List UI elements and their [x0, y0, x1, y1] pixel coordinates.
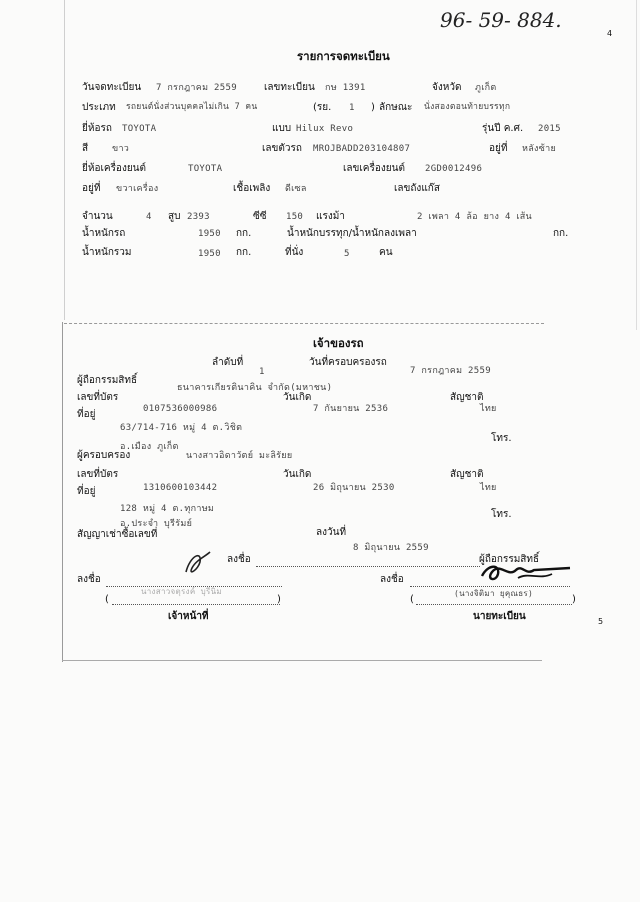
- registrar-signature: [478, 560, 574, 586]
- count-label: จำนวน: [82, 211, 113, 222]
- engine-at-label: อยู่ที่: [82, 183, 101, 194]
- holder-nation-label: สัญชาติ: [450, 392, 484, 403]
- holder-id-label: เลขที่บัตร: [77, 392, 119, 403]
- holder-signature: [176, 548, 224, 580]
- hp-label: แรงม้า: [316, 211, 345, 222]
- model-value: Hilux Revo: [296, 124, 354, 134]
- occupant-id-label: เลขที่บัตร: [77, 469, 119, 480]
- occupant-address-line2: อ.ประจำ บุรีรัมย์: [120, 519, 193, 529]
- cc-label: ซีซี: [253, 211, 267, 222]
- rs-close: ): [371, 102, 375, 113]
- occupant-name: นางสาวอิดาวัตย์ มะลิรัยย: [186, 451, 293, 461]
- page-number-top: 4: [607, 29, 613, 38]
- style-value: นั่งสองตอนท้ายบรรทุก: [424, 102, 511, 112]
- rs-value: 1: [349, 103, 355, 113]
- order-label: ลำดับที่: [212, 357, 244, 368]
- rs-label: (รย.: [313, 102, 332, 113]
- axles-value: 2 เพลา 4 ล้อ ยาง 4 เส้น: [417, 212, 533, 222]
- holder-sign-title: ผู้ถือกรรมสิทธิ์: [479, 554, 540, 565]
- type-label: ประเภท: [82, 102, 116, 113]
- color-label: สี: [82, 143, 89, 154]
- holder-address-line2: อ.เมือง ภูเก็ต: [120, 442, 179, 452]
- load-label: น้ำหนักบรรทุก/น้ำหนักลงเพลา: [287, 228, 417, 239]
- officer-name-right-paren: ): [277, 594, 281, 605]
- registrar-name-line: [416, 604, 572, 605]
- contract-date-value: 8 มิถุนายน 2559: [353, 543, 429, 553]
- holder-address-line1: 63/714-716 หมู่ 4 ต.วิชิต: [120, 423, 243, 433]
- province-value: ภูเก็ต: [475, 83, 497, 93]
- officer-name: นางสาวจตุรงค์ บุรีนิม: [141, 587, 222, 596]
- officer-sign-label: ลงชื่อ: [77, 574, 101, 585]
- reg-date-value: 7 กรกฎาคม 2559: [156, 83, 237, 93]
- engine-at-value: ขวาเครื่อง: [116, 184, 159, 194]
- type-value: รถยนต์นั่งส่วนบุคคลไม่เกิน 7 คน: [126, 102, 258, 112]
- reg-no-value: กษ 1391: [325, 83, 366, 93]
- year-label: รุ่นปี ค.ศ.: [482, 123, 524, 134]
- load-unit: กก.: [553, 228, 569, 239]
- holder-label: ผู้ถือกรรมสิทธิ์: [77, 375, 138, 386]
- contract-date-label: ลงวันที่: [316, 527, 347, 538]
- officer-name-left-paren: (: [105, 594, 109, 605]
- registrar-title: นายทะเบียน: [473, 611, 526, 622]
- seats-value: 5: [344, 249, 350, 259]
- color-value: ขาว: [112, 144, 130, 154]
- possess-date-label: วันที่ครอบครองรถ: [309, 357, 387, 368]
- holder-sign-line: [256, 566, 480, 567]
- persons-label: คน: [379, 247, 393, 258]
- holder-sign-label: ลงชื่อ: [227, 554, 251, 565]
- engine-brand-label: ยี่ห้อเครื่องยนต์: [82, 163, 147, 174]
- year-value: 2015: [538, 124, 561, 134]
- occupant-nation-label: สัญชาติ: [450, 469, 484, 480]
- weight-unit: กก.: [236, 228, 252, 239]
- possess-date-value: 7 กรกฎาคม 2559: [410, 366, 491, 376]
- gross-weight-label: น้ำหนักรวม: [82, 247, 132, 258]
- scan-tear-line: [64, 323, 544, 324]
- engine-no-value: 2GD0012496: [425, 164, 483, 174]
- contract-label: สัญญาเช่าซื้อเลขที่: [77, 529, 158, 540]
- reg-no-label: เลขทะเบียน: [264, 82, 315, 93]
- order-value: 1: [259, 367, 265, 377]
- occupant-birth-value: 26 มิถุนายน 2530: [313, 483, 395, 493]
- occupant-nation-value: ไทย: [480, 483, 497, 493]
- cylinder-value: 2393: [187, 212, 210, 222]
- occupant-label: ผู้ครอบครอง: [77, 450, 131, 461]
- engine-no-label: เลขเครื่องยนต์: [343, 163, 405, 174]
- chassis-label: เลขตัวรถ: [262, 143, 302, 154]
- holder-birth-label: วันเกิด: [283, 392, 312, 403]
- registration-title: รายการจดทะเบียน: [297, 49, 390, 63]
- engine-brand-value: TOYOTA: [188, 164, 223, 174]
- chassis-at-value: หลังซ้าย: [522, 144, 557, 154]
- weight-value: 1950: [198, 229, 221, 239]
- fuel-value: ดีเซล: [285, 184, 307, 194]
- officer-title: เจ้าหน้าที่: [168, 611, 209, 622]
- handwritten-file-number: 96- 59- 884.: [440, 8, 562, 32]
- seats-label: ที่นั่ง: [285, 247, 304, 258]
- page-number-bottom: 5: [598, 617, 604, 626]
- registrar-sign-label: ลงชื่อ: [380, 574, 404, 585]
- province-label: จังหวัด: [432, 82, 462, 93]
- gross-weight-value: 1950: [198, 249, 221, 259]
- holder-birth-value: 7 กันยายน 2536: [313, 404, 389, 414]
- holder-name: ธนาคารเกียรตินาคิน จำกัด(มหาชน): [177, 383, 333, 393]
- registrar-name-right-paren: ): [572, 594, 576, 605]
- holder-addr-label: ที่อยู่: [77, 409, 96, 420]
- chassis-value: MROJBADD203104807: [313, 144, 411, 154]
- occupant-id-value: 1310600103442: [143, 483, 218, 493]
- occupant-tel-label: โทร.: [491, 509, 512, 520]
- occupant-addr-label: ที่อยู่: [77, 486, 96, 497]
- brand-value: TOYOTA: [122, 124, 157, 134]
- gas-tank-label: เลขถังแก๊ส: [394, 183, 440, 194]
- registrar-sign-line: [410, 586, 570, 587]
- cc-value: 150: [286, 212, 304, 222]
- officer-name-line: [112, 604, 280, 605]
- fuel-label: เชื้อเพลิง: [233, 183, 271, 194]
- scan-edge-left-bottom: [62, 322, 63, 662]
- scan-edge-right-top: [636, 0, 637, 330]
- model-label: แบบ: [272, 123, 292, 134]
- scan-edge-left-top: [64, 0, 65, 320]
- cylinder-label: สูบ: [168, 211, 181, 222]
- chassis-at-label: อยู่ที่: [489, 143, 508, 154]
- brand-label: ยี่ห้อรถ: [82, 123, 112, 134]
- gross-weight-unit: กก.: [236, 247, 252, 258]
- holder-id-value: 0107536000986: [143, 404, 218, 414]
- scan-bottom-edge: [62, 660, 542, 661]
- owner-title: เจ้าของรถ: [313, 336, 364, 350]
- style-label: ลักษณะ: [379, 102, 413, 113]
- occupant-birth-label: วันเกิด: [283, 469, 312, 480]
- registrar-name-left-paren: (: [410, 594, 414, 605]
- holder-tel-label: โทร.: [491, 433, 512, 444]
- registrar-name: (นางจิติมา ยุคุณธร): [454, 589, 534, 598]
- count-value: 4: [146, 212, 152, 222]
- holder-nation-value: ไทย: [480, 404, 497, 414]
- weight-label: น้ำหนักรถ: [82, 228, 126, 239]
- occupant-address-line1: 128 หมู่ 4 ต.ทุกาษม: [120, 504, 215, 514]
- reg-date-label: วันจดทะเบียน: [82, 82, 142, 93]
